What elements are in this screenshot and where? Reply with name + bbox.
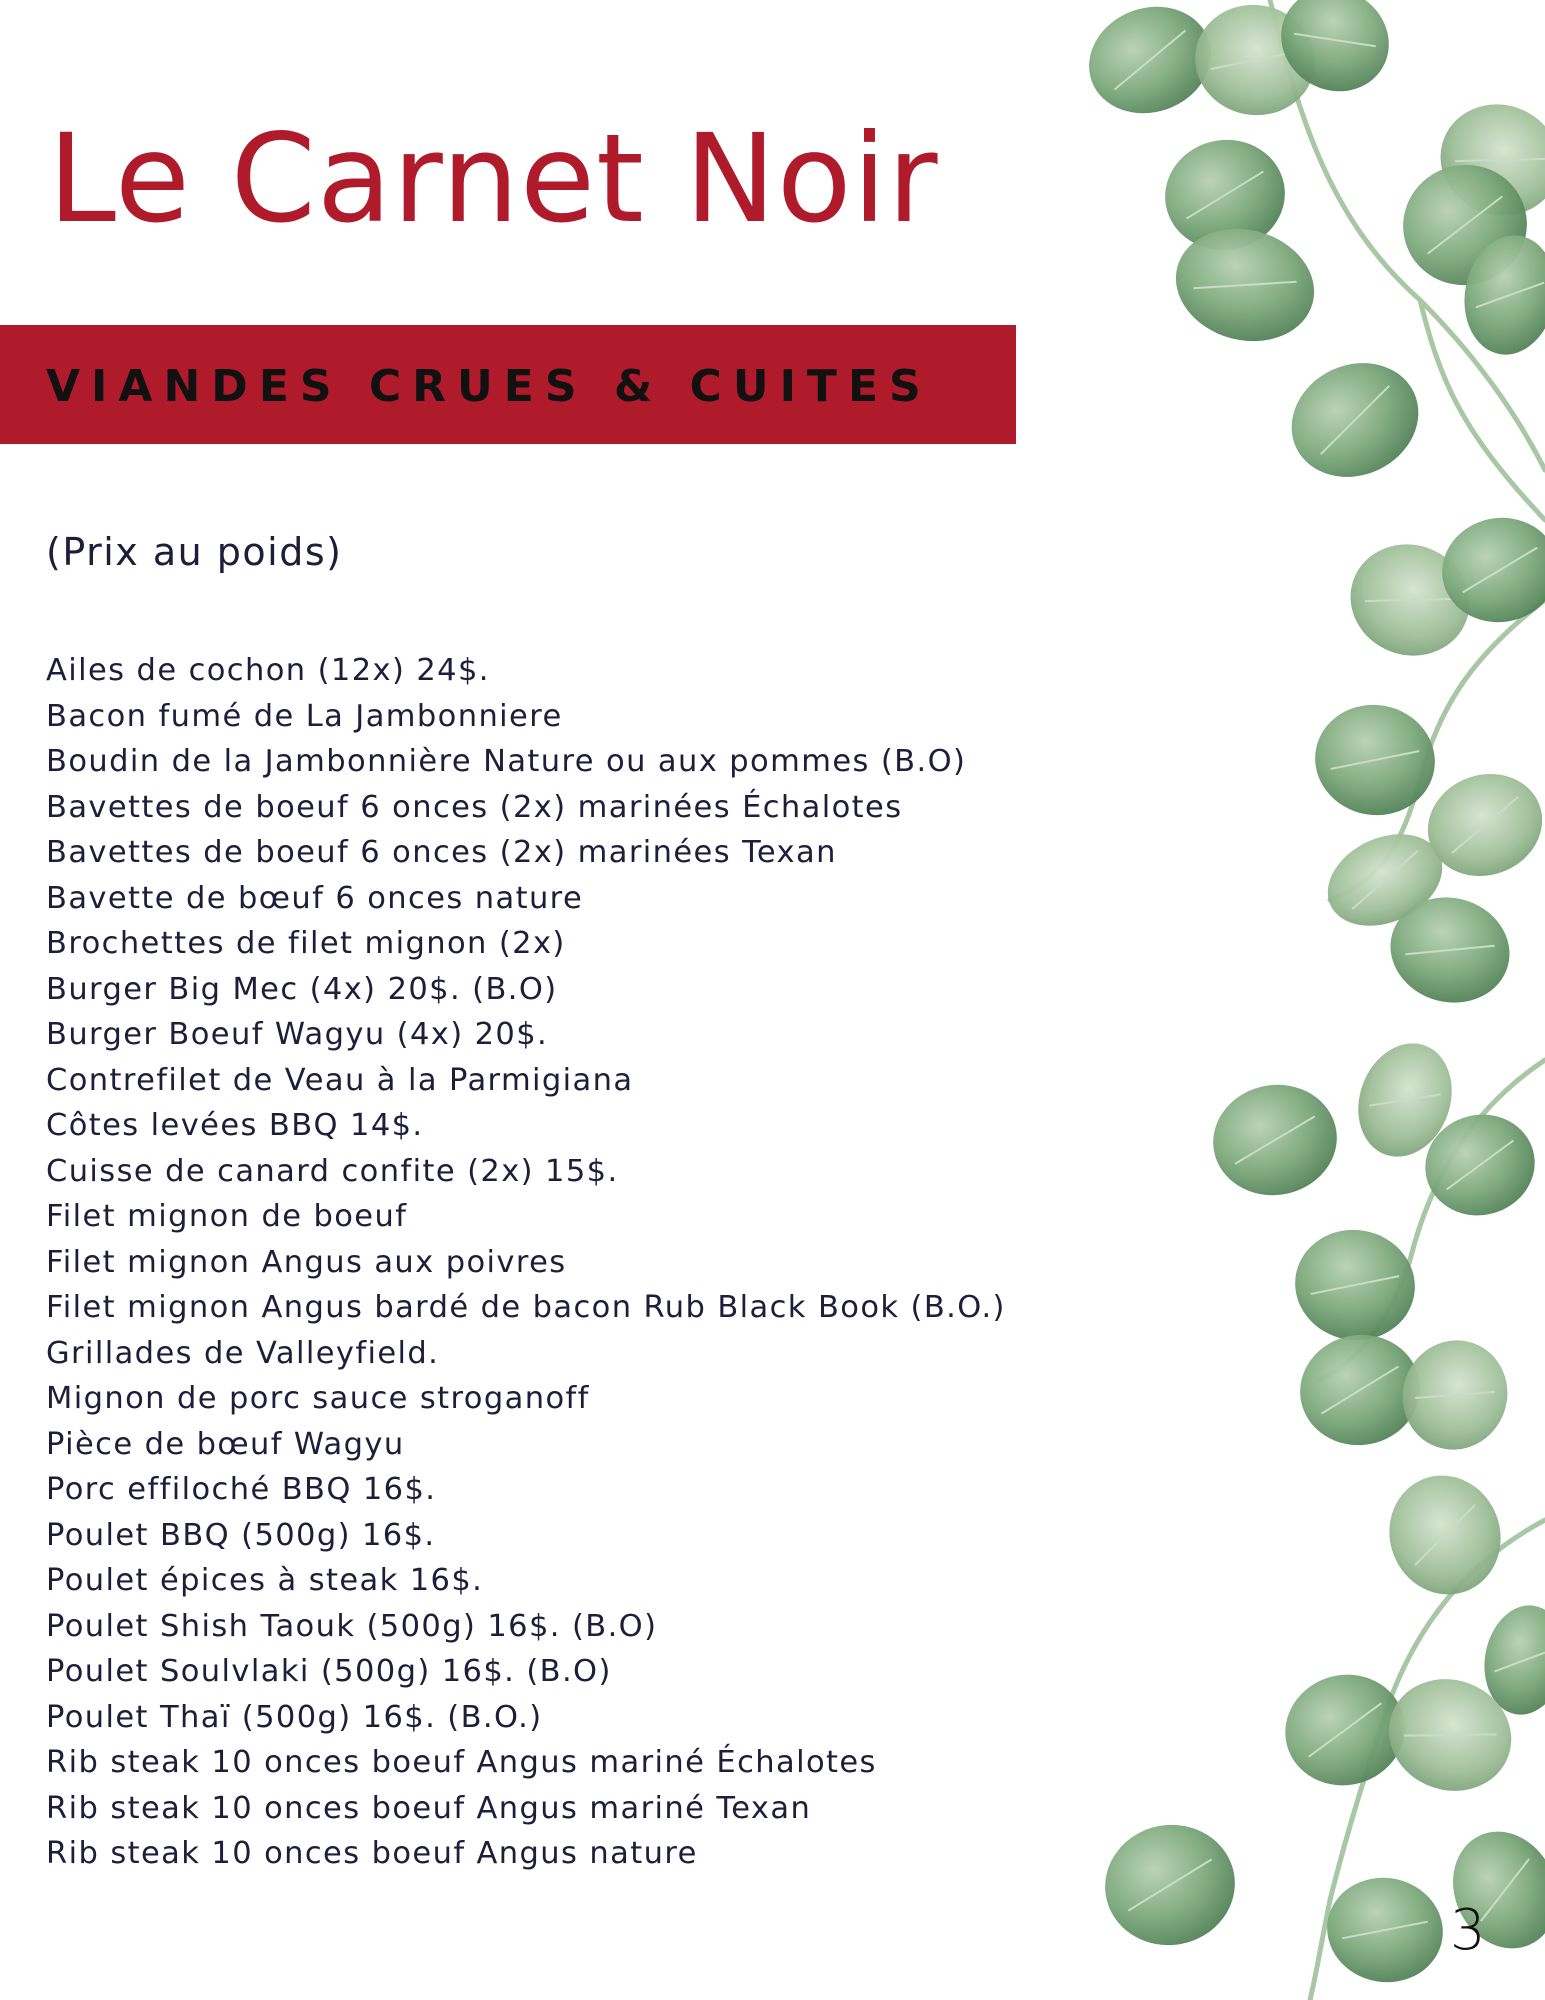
list-item: Boudin de la Jambonnière Nature ou aux pommes (B.O)	[46, 744, 967, 779]
list-item: Bacon fumé de La Jambonniere	[46, 698, 563, 734]
list-item: Rib steak 10 onces boeuf Angus mariné Échalotes	[46, 1745, 877, 1780]
list-item: Cuisse de canard confite (2x) 15$.	[46, 1153, 619, 1189]
list-item: Poulet Thaï (500g) 16$. (B.O.)	[46, 1699, 543, 1735]
list-item: Bavettes de boeuf 6 onces (2x) marinées Échalotes	[46, 789, 903, 825]
list-item: Burger Big Mec (4x) 20$. (B.O)	[46, 971, 558, 1007]
list-item: Poulet épices à steak 16$.	[46, 1563, 484, 1598]
page-number: 3	[1450, 1898, 1486, 1963]
list-item: Poulet BBQ (500g) 16$.	[46, 1517, 436, 1553]
list-item: Contrefilet de Veau à la Parmigiana	[46, 1062, 634, 1098]
list-item: Rib steak 10 onces boeuf Angus nature	[46, 1836, 698, 1871]
list-item: Mignon de porc sauce stroganoff	[46, 1381, 590, 1416]
list-item: Pièce de bœuf Wagyu	[46, 1426, 405, 1462]
list-item: Poulet Soulvlaki (500g) 16$. (B.O)	[46, 1654, 612, 1689]
list-item: Poulet Shish Taouk (500g) 16$. (B.O)	[46, 1608, 658, 1644]
list-item: Filet mignon de boeuf	[46, 1199, 408, 1234]
price-note: (Prix au poids)	[46, 530, 343, 574]
section-heading: VIANDES CRUES & CUITES	[46, 361, 932, 412]
list-item: Côtes levées BBQ 14$.	[46, 1108, 424, 1143]
list-item: Rib steak 10 onces boeuf Angus mariné Texan	[46, 1790, 812, 1826]
page-title: Le Carnet Noir	[48, 108, 939, 250]
list-item: Bavette de bœuf 6 onces nature	[46, 880, 584, 916]
list-item: Filet mignon Angus bardé de bacon Rub Black Book (B.O.)	[46, 1290, 1006, 1325]
list-item: Filet mignon Angus aux poivres	[46, 1244, 567, 1280]
list-item: Porc effiloché BBQ 16$.	[46, 1472, 437, 1507]
list-item: Bavettes de boeuf 6 onces (2x) marinées Texan	[46, 835, 837, 870]
list-item: Ailes de cochon (12x) 24$.	[46, 653, 490, 688]
list-item: Burger Boeuf Wagyu (4x) 20$.	[46, 1017, 549, 1052]
list-item: Brochettes de filet mignon (2x)	[46, 926, 566, 961]
list-item: Grillades de Valleyfield.	[46, 1335, 440, 1371]
